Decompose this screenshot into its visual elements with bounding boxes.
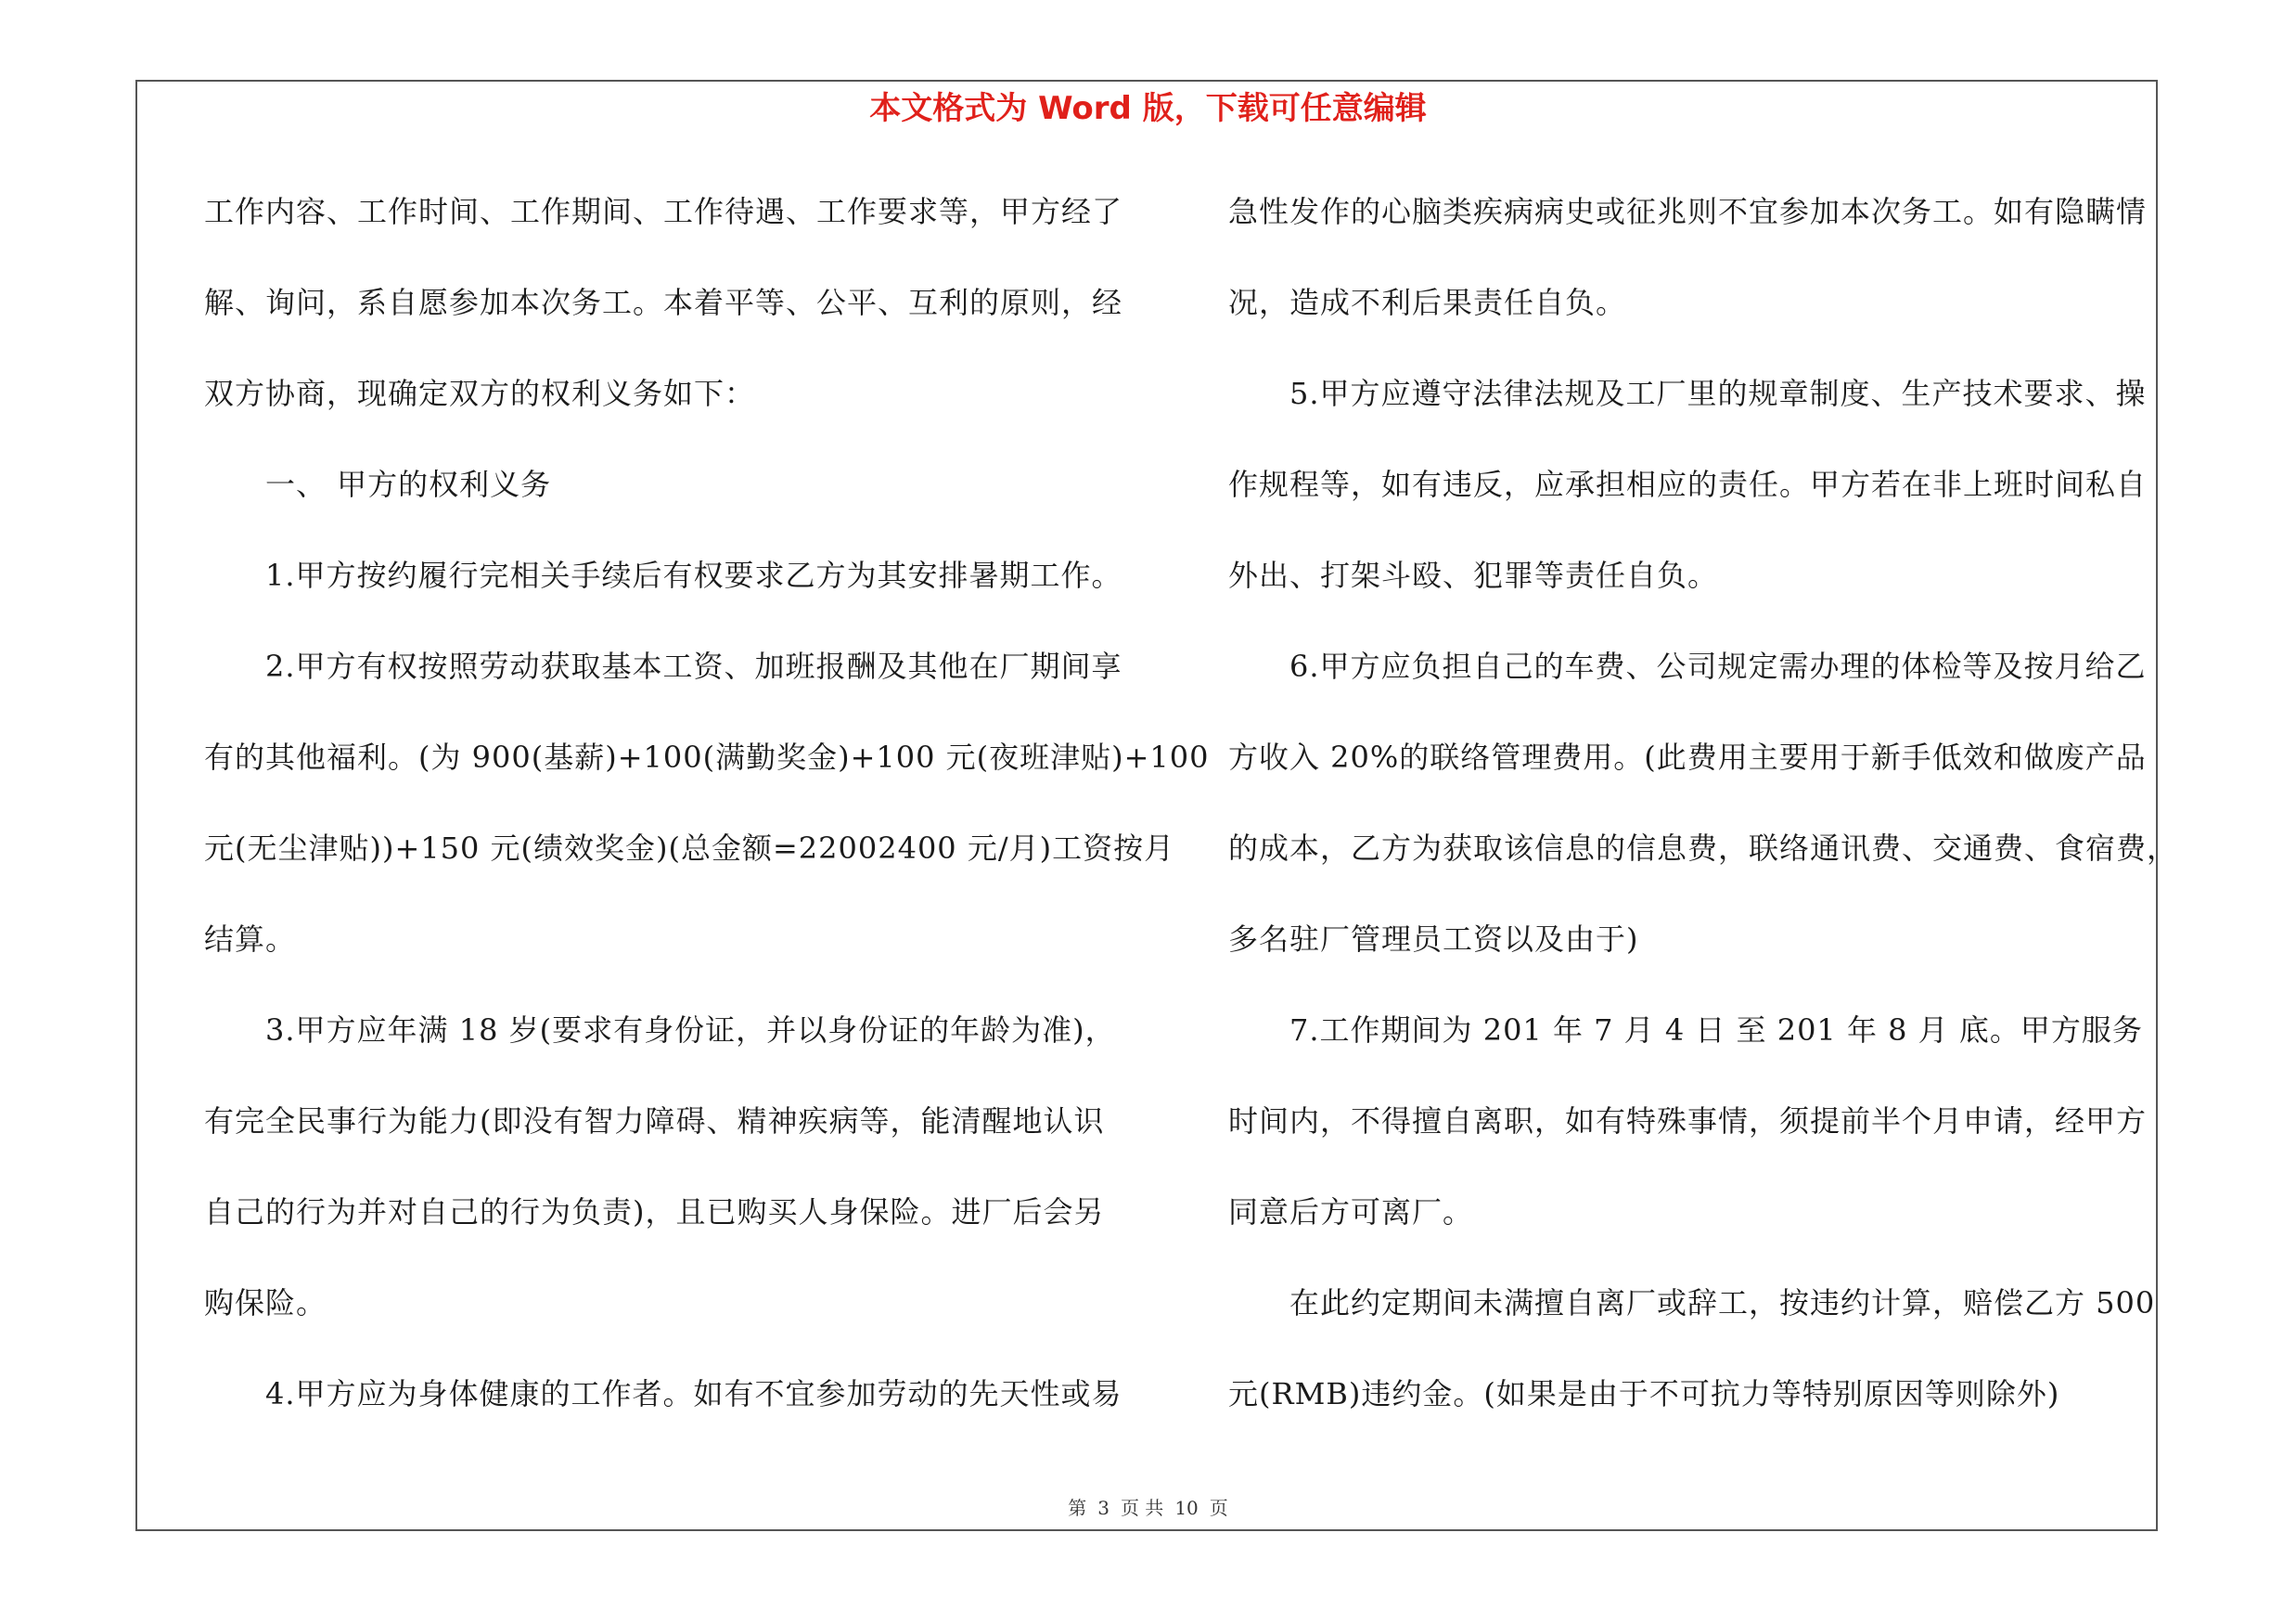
left-text-column [204, 186, 1210, 1459]
text-line: 有的其他福利。(为 900(基薪)+100(满勤奖金)+100 元(夜班津贴)+100 [204, 740, 1210, 775]
text-line: 急性发作的心脑类疾病病史或征兆则不宜参加本次务工。如有隐瞒情 [1228, 194, 2148, 229]
text-line: 的成本，乙方为获取该信息的信息费，联络通讯费、交通费、食宿费， [1228, 831, 2178, 866]
text-line: 双方协商，现确定双方的权利义务如下： [204, 376, 756, 411]
text-line: 2.甲方有权按照劳动获取基本工资、加班报酬及其他在厂期间享 [265, 649, 1122, 684]
text-line: 时间内，不得擅自离职，如有特殊事情，须提前半个月申请，经甲方 [1228, 1103, 2148, 1139]
text-line: 外出、打架斗殴、犯罪等责任自负。 [1228, 558, 1719, 593]
text-line: 结算。 [204, 921, 297, 957]
text-line: 1.甲方按约履行完相关手续后有权要求乙方为其安排暑期工作。 [265, 558, 1122, 593]
page-total: 10 [1174, 1497, 1199, 1519]
text-line: 7.工作期间为 201 年 7 月 4 日 至 201 年 8 月 底。甲方服务 [1289, 1012, 2143, 1048]
text-line: 6.甲方应负担自己的车费、公司规定需办理的体检等及按月给乙 [1289, 649, 2147, 684]
text-line: 作规程等，如有违反，应承担相应的责任。甲方若在非上班时间私自 [1228, 467, 2148, 502]
text-line: 工作内容、工作时间、工作期间、工作待遇、工作要求等，甲方经了 [204, 194, 1123, 229]
text-line: 同意后方可离厂。 [1228, 1194, 1474, 1230]
word-format-banner: 本文格式为 Word 版，下载可任意编辑 [869, 90, 1427, 127]
text-line: 元(无尘津贴))+150 元(绩效奖金)(总金额=22002400 元/月)工资按月 [204, 831, 1175, 866]
text-line: 自己的行为并对自己的行为负责)，且已购买人身保险。进厂后会另 [204, 1194, 1105, 1230]
text-line: 一、 甲方的权利义务 [265, 467, 552, 502]
right-text-column [1228, 186, 2178, 1459]
page-number-footer [0, 1496, 2296, 1520]
page-mid: 页 共 [1120, 1497, 1164, 1519]
page-suffix: 页 [1209, 1497, 1228, 1519]
text-line: 在此约定期间未满擅自离厂或辞工，按违约计算，赔偿乙方 500 [1289, 1285, 2156, 1320]
text-line: 购保险。 [204, 1285, 327, 1320]
text-line: 多名驻厂管理员工资以及由于) [1228, 921, 1639, 957]
page-current: 3 [1097, 1497, 1110, 1519]
text-line: 4.甲方应为身体健康的工作者。如有不宜参加劳动的先天性或易 [265, 1376, 1122, 1411]
text-line: 有完全民事行为能力(即没有智力障碍、精神疾病等，能清醒地认识 [204, 1103, 1105, 1139]
text-line: 元(RMB)违约金。(如果是由于不可抗力等特别原因等则除外) [1228, 1376, 2060, 1411]
text-line: 解、询问，系自愿参加本次务工。本着平等、公平、互利的原则，经 [204, 285, 1123, 320]
text-line: 况，造成不利后果责任自负。 [1228, 285, 1627, 320]
page-prefix: 第 [1068, 1497, 1087, 1519]
text-line: 3.甲方应年满 18 岁(要求有身份证，并以身份证的年龄为准)， [265, 1012, 1116, 1048]
text-line: 方收入 20%的联络管理费用。(此费用主要用于新手低效和做废产品 [1228, 740, 2147, 775]
text-line: 5.甲方应遵守法律法规及工厂里的规章制度、生产技术要求、操 [1289, 376, 2147, 411]
